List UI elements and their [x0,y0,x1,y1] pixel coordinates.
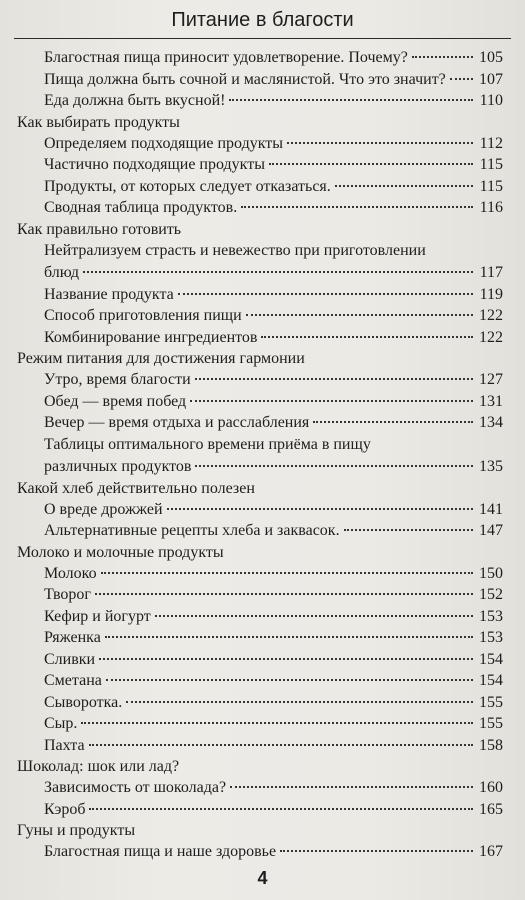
dot-leader [89,744,473,746]
toc-entry [44,499,503,521]
dot-leader [246,314,473,316]
toc-page-number: 119 [479,285,503,303]
toc-entry [44,563,503,585]
toc-entry-title: Способ приготовления пищи [44,307,242,324]
toc-entry [44,520,503,542]
dot-leader [269,163,473,165]
toc-page-number: 110 [479,92,503,109]
toc-entry [44,841,503,863]
toc-entry-title: Название продукта [44,285,174,303]
toc-entry [44,176,503,198]
dot-leader [287,142,473,144]
toc-entry-title: Сливки [44,650,96,668]
toc-entry-title: Сыворотка. [44,693,123,711]
toc-entry-title: Продукты, от которых следует отказаться. [44,177,331,195]
dot-leader [167,508,473,510]
dot-leader [106,679,473,681]
toc-entry-title-continued: различных продуктов [44,457,192,475]
toc-entry [44,369,503,391]
toc-entry [44,240,503,284]
toc-page-number: 160 [479,779,503,796]
toc-entry [44,735,503,757]
dot-leader [229,99,473,101]
toc-entry-title: Благостная пища и наше здоровье [44,843,277,860]
toc-page-number: 165 [479,800,503,818]
running-head: Питание в благости [14,0,511,39]
toc-page-number: 122 [479,328,503,346]
toc-page-number: 155 [479,715,503,732]
toc-section-title: Шоколад: шок или лад? [17,758,180,775]
toc-page-number: 117 [479,263,503,281]
toc-entry-title: Сметана [44,672,102,689]
toc-entry-title: Нейтрализуем страсть и невежество при приготовлении [44,241,426,259]
dot-leader [190,400,473,402]
dot-leader [89,808,473,810]
toc-page-number: 122 [479,307,503,324]
dot-leader [344,529,473,531]
toc-page-number: 116 [479,199,503,216]
toc-entry [44,606,503,628]
toc-page-number: 141 [479,500,503,518]
dot-leader [99,658,473,660]
toc-entry-title: Пахта [44,736,85,754]
toc-entry [44,584,503,606]
toc-entry [44,327,503,349]
dot-leader [126,701,473,703]
toc-entry-title-continued: блюд [44,263,80,281]
toc-page-number: 147 [479,522,503,539]
toc-entry [44,284,503,306]
toc-entry [44,412,503,434]
toc-page-number: 154 [479,672,503,689]
toc-entry-title: Творог [44,586,91,603]
toc-entry [44,133,503,155]
toc-entry [44,777,503,799]
dot-leader [83,271,473,273]
dot-leader [335,185,473,187]
toc-page-number: 152 [479,586,503,603]
toc-page-number: 155 [479,693,503,711]
toc-entry [44,649,503,671]
dot-leader [101,572,473,574]
toc-entry-title: Утро, время благости [44,371,191,388]
toc-entry-title: Комбинирование ингредиентов [44,328,258,346]
toc-entry-title: Сводная таблица продуктов. [44,199,238,216]
toc-page-number: 167 [479,843,503,860]
toc-entry-line [44,456,503,478]
toc-section-title: Молоко и молочные продукты [17,543,224,561]
toc-entry [44,713,503,735]
toc-entry [44,692,503,714]
toc-entry-title: Сыр. [44,715,78,732]
toc-entry-title: Кэроб [44,800,86,818]
dot-leader [155,615,473,617]
table-of-contents [17,47,503,863]
toc-entry [44,154,503,176]
dot-leader [178,293,473,295]
page-number: 4 [257,868,268,888]
toc-page-number: 105 [479,49,503,66]
dot-leader [95,593,473,595]
dot-leader [280,850,473,852]
toc-entry [44,434,503,478]
toc-page-number: 153 [479,607,503,625]
toc-entry [44,197,503,219]
dot-leader [81,722,473,724]
toc-section-title: Какой хлеб действительно полезен [17,479,255,497]
toc-page-number: 134 [479,414,503,431]
toc-entry [44,670,503,692]
toc-page-number: 127 [479,371,503,388]
toc-page-number: 150 [479,564,503,582]
toc-entry-line [44,262,503,284]
toc-page-number: 107 [479,70,503,88]
toc-entry [44,90,503,112]
toc-section-title: Гуны и продукты [17,822,136,839]
toc-entry [44,799,503,821]
dot-leader [261,336,473,338]
toc-page-number: 112 [479,134,503,152]
toc-entry [44,69,503,91]
toc-entry-title: Вечер — время отдыха и расслабления [44,414,310,431]
toc-entry-title: О вреде дрожжей [44,500,163,518]
toc-section-title: Режим питания для достижения гармонии [17,350,305,367]
dot-leader [105,636,473,638]
dot-leader [195,465,473,467]
toc-entry-title: Обед — время побед [44,392,187,410]
toc-entry-title: Благостная пища приносит удовлетворение. Почему? [44,49,408,66]
dot-leader [230,786,473,788]
toc-page-number: 115 [479,177,503,195]
toc-entry-title: Альтернативные рецепты хлеба и заквасок. [44,522,340,539]
dot-leader [412,56,473,58]
dot-leader [195,378,473,380]
toc-section-title: Как выбирать продукты [17,113,180,131]
toc-page-number: 153 [479,629,503,646]
toc-entry-title: Зависимость от шоколада? [44,779,227,796]
dot-leader [241,206,473,208]
toc-entry [44,627,503,649]
dot-leader [450,78,473,80]
toc-entry-title: Определяем подходящие продукты [44,134,284,152]
toc-entry-title: Кефир и йогурт [44,607,151,625]
toc-entry-title: Частично подходящие продукты [44,156,265,173]
toc-entry-title: Молоко [44,564,97,582]
toc-entry-title: Таблицы оптимального времени приёма в пищу [44,435,371,453]
toc-entry-title: Ряженка [44,629,101,646]
toc-page-number: 135 [479,457,503,475]
toc-page-number: 158 [479,736,503,754]
toc-page-number: 115 [479,156,503,173]
toc-entry-title: Пища должна быть сочной и маслянистой. Что это значит? [44,70,446,88]
toc-section-title: Как правильно готовить [17,220,182,238]
dot-leader [313,421,473,423]
toc-entry [44,47,503,69]
toc-page-number: 131 [479,392,503,410]
toc-entry-title: Еда должна быть вкусной! [44,92,226,109]
toc-entry [44,305,503,327]
toc-page-number: 154 [479,650,503,668]
toc-entry [44,391,503,413]
